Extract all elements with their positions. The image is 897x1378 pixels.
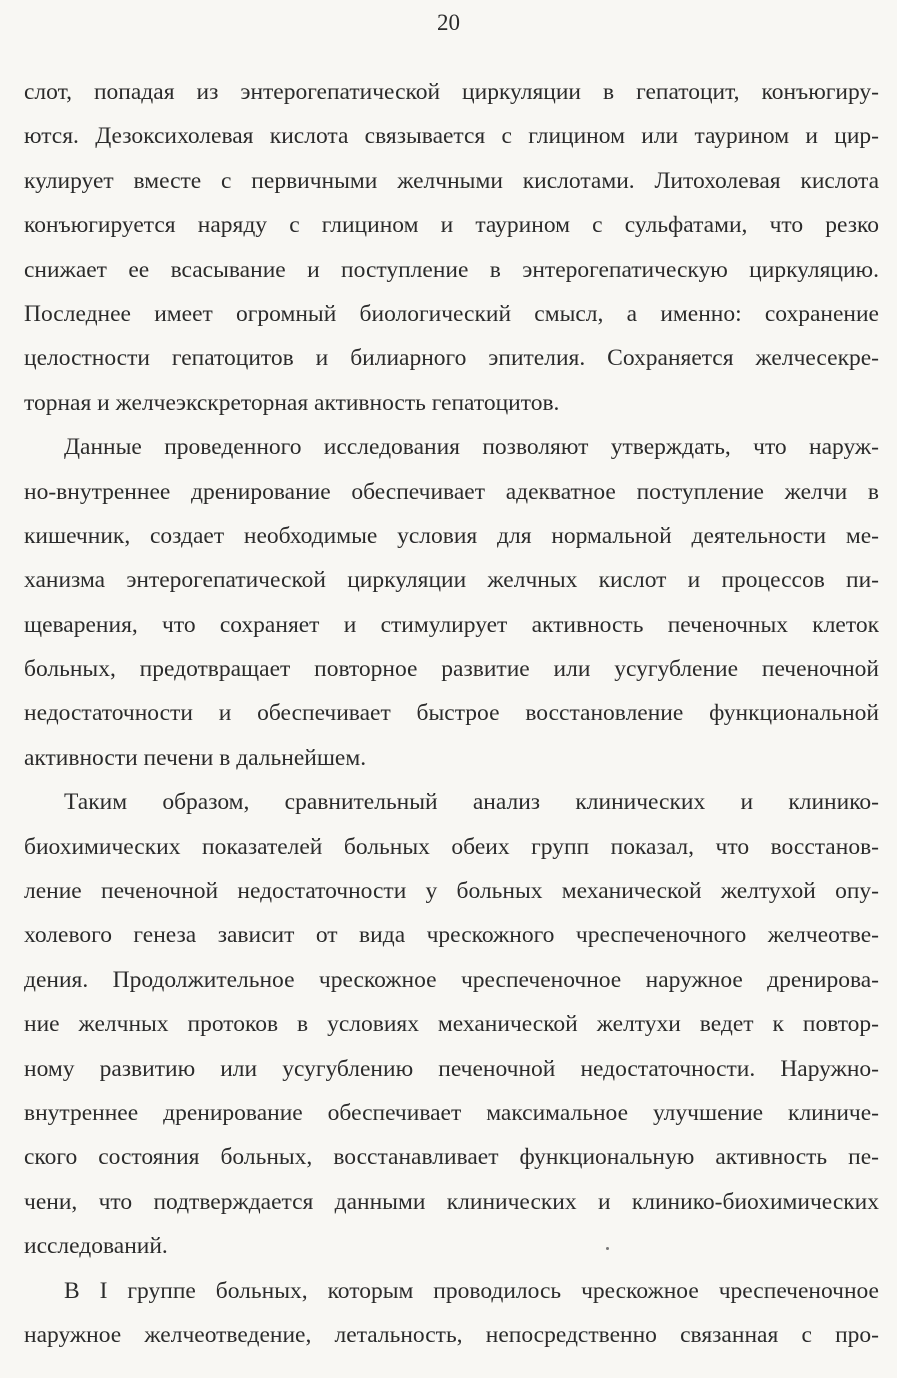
text-line: слот, попадая из энтерогепатической циркуляции в гепатоцит, конъюгиру- <box>24 79 879 105</box>
text-line: снижает ее всасывание и поступление в энтерогепатическую циркуляцию. <box>24 256 879 283</box>
text-line: В I группе больных, которым проводилось чрескожное чреспеченочное <box>64 1277 879 1304</box>
text-line: кишечник, создает необходимые условия для нормальной деятельности ме- <box>24 522 879 549</box>
scan-speck <box>606 1247 609 1250</box>
text-line: щеварения, что сохраняет и стимулирует активность печеночных клеток <box>24 611 879 638</box>
paragraph-4 <box>24 1269 879 1358</box>
text-line: ному развитию или усугублению печеночной недостаточности. Наружно- <box>24 1055 879 1082</box>
text-line: Последнее имеет огромный биологический смысл, а именно: сохранение <box>24 300 879 327</box>
text-line: ются. Дезоксихолевая кислота связывается с глицином или таурином и цир- <box>24 123 879 150</box>
text-line: биохимических показателей больных обеих групп показал, что восстанов- <box>24 833 879 860</box>
paragraph-1 <box>24 70 879 425</box>
text-line: ление печеночной недостаточности у больных механической желтухой опу- <box>24 878 879 905</box>
text-line: недостаточности и обеспечивает быстрое восстановление функциональной <box>24 700 879 727</box>
text-line: чени, что подтверждается данными клинических и клинико-биохимических <box>24 1188 879 1215</box>
text-line: конъюгируется наряду с глицином и таурином с сульфатами, что резко <box>24 212 879 239</box>
text-line: ханизма энтерогепатической циркуляции желчных кислот и процессов пи- <box>24 567 879 594</box>
paragraph-3 <box>24 780 879 1268</box>
text-line: холевого генеза зависит от вида чрескожного чреспеченочного желчеотве- <box>24 922 879 949</box>
text-line: кулирует вместе с первичными желчными кислотами. Литохолевая кислота <box>24 167 879 194</box>
text-line: ского состояния больных, восстанавливает функциональную активность пе- <box>24 1144 879 1171</box>
text-line: ние желчных протоков в условиях механической желтухи ведет к повтор- <box>24 1011 879 1038</box>
text-line: Таким образом, сравнительный анализ клинических и клинико- <box>64 789 879 816</box>
text-line: внутреннее дренирование обеспечивает максимальное улучшение клиниче- <box>24 1099 879 1126</box>
text-line: Данные проведенного исследования позволяют утверждать, что наруж- <box>64 434 879 461</box>
paragraph-2 <box>24 425 879 780</box>
page-number: 20 <box>437 10 460 35</box>
text-line: исследований. <box>24 1233 168 1260</box>
text-line: больных, предотвращает повторное развитие или усугубление печеночной <box>24 656 879 683</box>
text-line: активности печени в дальнейшем. <box>24 744 367 771</box>
text-line: дения. Продолжительное чрескожное чреспеченочное наружное дренирова- <box>24 966 879 993</box>
text-line: но-внутреннее дренирование обеспечивает адекватное поступление желчи в <box>24 478 879 505</box>
text-line: торная и желчеэкскреторная активность гепатоцитов. <box>24 389 560 416</box>
text-line: целостности гепатоцитов и билиарного эпителия. Сохраняется желчесекре- <box>24 345 879 372</box>
text-line: наружное желчеотведение, летальность, непосредственно связанная с про- <box>24 1321 879 1348</box>
body-text <box>24 70 879 1357</box>
